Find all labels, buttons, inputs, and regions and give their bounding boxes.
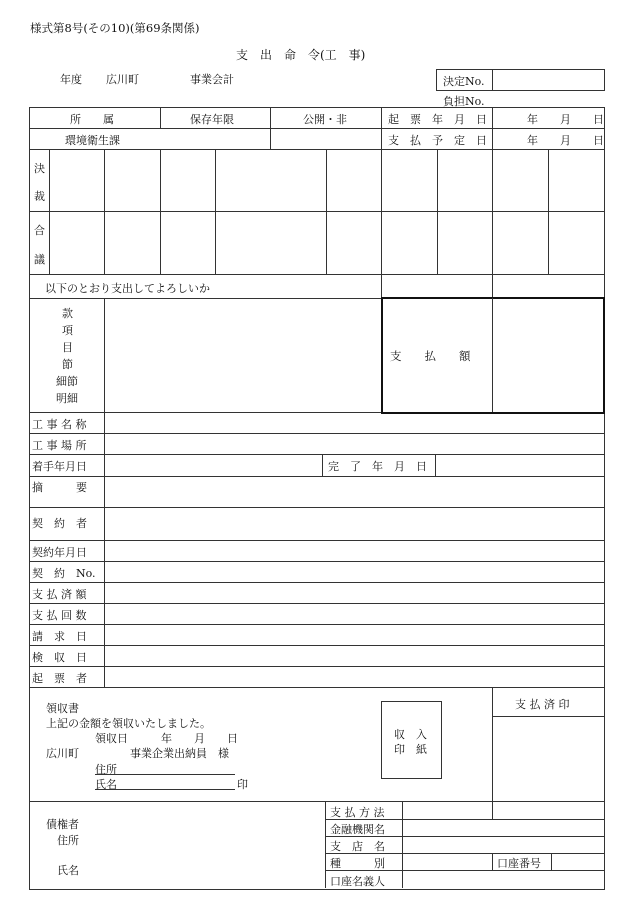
- complete-col-line: [435, 454, 436, 476]
- shiharai-yotei-field[interactable]: 年 月 日: [527, 134, 604, 147]
- grid-line: [437, 149, 438, 274]
- grid-line: [49, 149, 50, 274]
- budget-setsu: 節: [62, 358, 73, 371]
- row-line: [29, 687, 604, 688]
- receipt-address-label: 住所: [95, 763, 117, 776]
- nendo-label: 年度: [60, 73, 82, 86]
- creditor-col-line: [492, 853, 493, 870]
- contractor-label: 契 約 者: [32, 517, 87, 530]
- dept-name: 環境衛生課: [65, 134, 120, 147]
- paid-seal-label: 支 払 済 印: [515, 698, 570, 711]
- hozon-label: 保存年限: [190, 113, 234, 126]
- budget-saisetsu: 細節: [56, 375, 78, 388]
- row-line: [29, 582, 604, 583]
- creditor-name-label: 氏名: [57, 864, 79, 877]
- page-title: 支 出 命 令(工 事): [236, 48, 366, 62]
- row-line: [29, 476, 604, 477]
- kihyo-date-field[interactable]: 年 月 日: [527, 113, 604, 126]
- creditor-label: 債権者: [46, 818, 79, 831]
- row-line: [29, 274, 604, 275]
- invoice-date-label: 請 求 日: [32, 630, 87, 643]
- bank-name-label: 金融機関名: [330, 823, 385, 836]
- row-line: [29, 128, 604, 129]
- creditor-col-line: [325, 801, 326, 888]
- branch-name-label: 支 店 名: [330, 840, 385, 853]
- grid-line: [215, 149, 216, 274]
- grid-line: [160, 149, 161, 274]
- gougi-char2: 議: [34, 253, 45, 266]
- receipt-seal-mark: 印: [237, 778, 248, 791]
- budget-kou: 項: [62, 324, 73, 337]
- label-col-line: [104, 412, 105, 687]
- grid-line: [548, 149, 549, 274]
- paid-seal-col-line: [492, 687, 493, 801]
- col-line: [270, 107, 271, 149]
- drafter-label: 起 票 者: [32, 672, 87, 685]
- row-line: [29, 561, 604, 562]
- grid-line: [104, 149, 105, 274]
- budget-col-line: [104, 298, 105, 412]
- account-name: 事業会計: [190, 73, 234, 86]
- row-line: [29, 540, 604, 541]
- shiharai-gaku-label: 支 払 額: [390, 349, 471, 363]
- account-holder-label: 口座名義人: [330, 875, 385, 888]
- account-number-label: 口座番号: [497, 857, 541, 870]
- receipt-date-line: 領収日 年 月 日: [95, 732, 238, 745]
- row-line: [29, 507, 604, 508]
- col-line: [492, 107, 493, 298]
- receipt-address-line: [95, 774, 235, 775]
- row-line: [29, 211, 604, 212]
- kettei-divider: [492, 69, 493, 90]
- kettei-no-label: 決定No.: [443, 75, 485, 88]
- inspection-date-label: 検 収 日: [32, 651, 87, 664]
- shiharai-yotei-label: 支 払 予 定 日: [388, 134, 487, 147]
- approval-statement: 以下のとおり支出してよろしいか: [45, 282, 210, 295]
- budget-kan: 款: [62, 307, 73, 320]
- receipt-payee: 事業企業出納員 様: [130, 747, 229, 760]
- row-line: [29, 454, 604, 455]
- paid-seal-header-line: [492, 716, 604, 717]
- kokai-label: 公開・非: [303, 113, 347, 126]
- complete-date-label: 完 了 年 月 日: [328, 460, 427, 473]
- row-line: [29, 645, 604, 646]
- col-line: [160, 107, 161, 128]
- gougi-char1: 合: [34, 224, 45, 237]
- contract-no-label: 契 約 No.: [32, 567, 96, 580]
- revenue-stamp-line1: 収 入: [394, 728, 427, 741]
- project-name-label: 工 事 名 称: [32, 418, 87, 431]
- creditor-col-line: [492, 801, 493, 819]
- shozoku-label: 所 属: [70, 113, 114, 126]
- row-line: [29, 149, 604, 150]
- receipt-name-label: 氏名: [95, 778, 117, 791]
- budget-meisai: 明細: [56, 392, 78, 405]
- creditor-col-line: [551, 853, 552, 870]
- account-type-label: 種 別: [330, 857, 385, 870]
- complete-col-line: [322, 454, 323, 476]
- creditor-col-line: [402, 801, 403, 888]
- form-number: 様式第8号(その10)(第69条関係): [30, 21, 200, 35]
- row-line: [29, 801, 604, 802]
- payment-amount-divider: [492, 298, 493, 412]
- project-place-label: 工 事 場 所: [32, 439, 87, 452]
- row-line: [29, 624, 604, 625]
- grid-line: [326, 149, 327, 274]
- receipt-town: 広川町: [46, 747, 79, 760]
- row-line: [29, 603, 604, 604]
- town-name: 広川町: [106, 73, 139, 86]
- futan-no-label: 負担No.: [443, 95, 485, 108]
- row-line: [29, 433, 604, 434]
- kessai-char2: 裁: [34, 190, 45, 203]
- payment-method-label: 支 払 方 法: [330, 806, 385, 819]
- budget-moku: 目: [62, 341, 73, 354]
- paid-amount-label: 支 払 済 額: [32, 588, 87, 601]
- kettei-no-field[interactable]: [498, 73, 598, 87]
- revenue-stamp-line2: 印 紙: [394, 743, 427, 756]
- col-line: [381, 107, 382, 298]
- creditor-address-label: 住所: [57, 834, 79, 847]
- start-date-label: 着手年月日: [32, 460, 87, 473]
- kihyo-date-label: 起 票 年 月 日: [388, 113, 487, 126]
- receipt-name-line: [95, 789, 235, 790]
- receipt-title: 領収書: [46, 702, 79, 715]
- pay-count-label: 支 払 回 数: [32, 609, 87, 622]
- receipt-text: 上記の金額を領収いたしました。: [46, 717, 211, 730]
- contract-date-label: 契約年月日: [32, 546, 87, 559]
- kessai-char1: 決: [34, 162, 45, 175]
- summary-label: 摘 要: [32, 481, 87, 494]
- row-line: [29, 666, 604, 667]
